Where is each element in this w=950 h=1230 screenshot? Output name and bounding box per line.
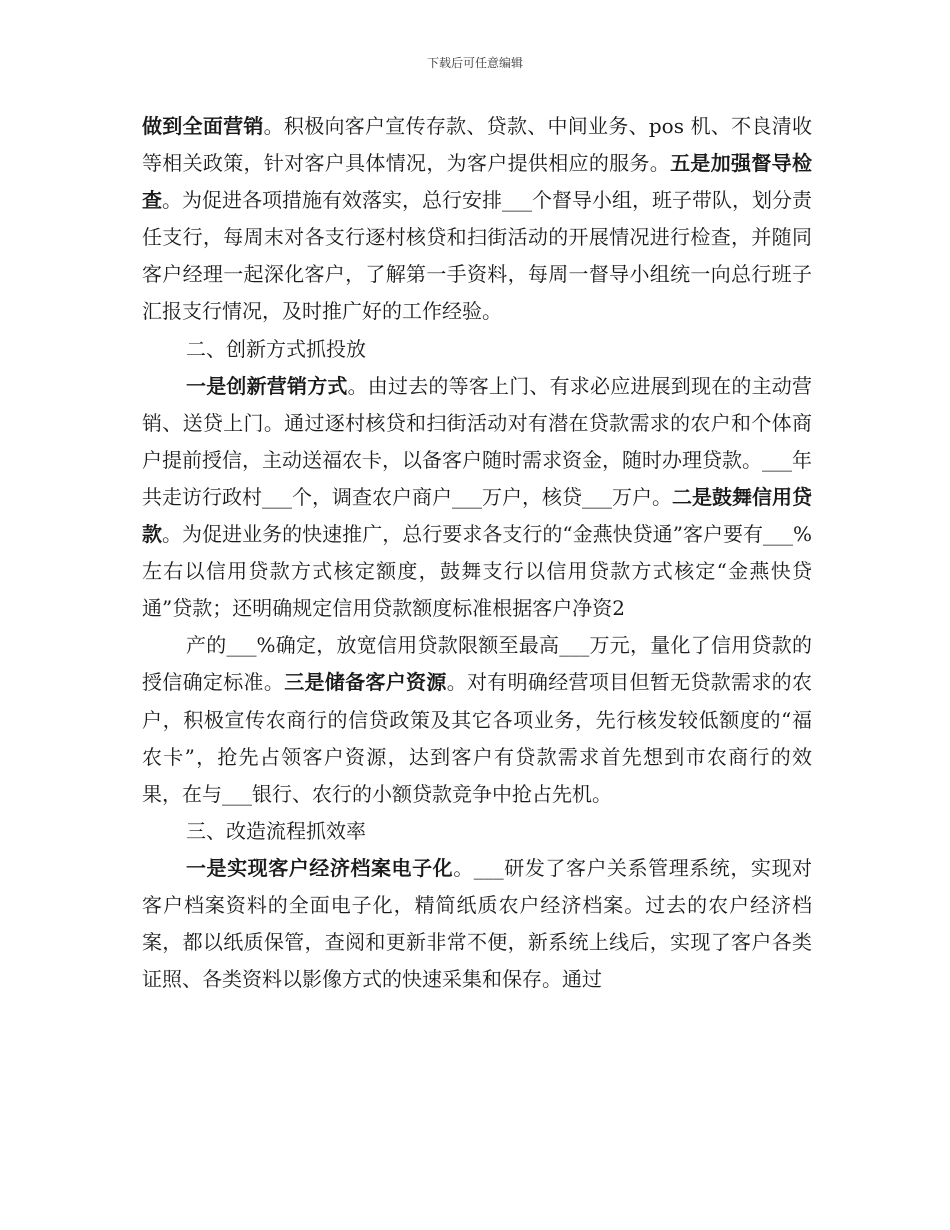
body-text: 。___研发了客户关系管理系统，实现对客户档案资料的全面电子化，精简纸质农户经济档案。过去的农户经济档案，都以纸质保管，查阅和更新非常不便，新系统上线后，实现了客户各类证照、各类资料以影像方式的快速采集和保存。通过 xyxy=(142,855,813,992)
section-heading-3: 三、改造流程抓效率 xyxy=(186,818,366,843)
body-text: 。为促进业务的快速推广，总行要求各支行的“金燕快贷通”客户要有___%左右以信用贷款方式核定额度，鼓舞支行以信用贷款方式核定“金燕快贷通”贷款；还明确规定信用贷款额度标准根据客户净资2 xyxy=(142,522,813,621)
paragraph-innovative-marketing xyxy=(142,368,812,628)
bold-phrase: 三是储备客户资源 xyxy=(284,670,447,695)
bold-phrase: 一是创新营销方式 xyxy=(186,373,348,398)
body-text: 。积极向客户宣传存款、贷款、中间业务、pos 机、不良清收等相关政策，针对客户具体情况，为客户提供相应的服务。 xyxy=(142,114,813,176)
body-text: 。由过去的等客上门、有求必应进展到现在的主动营销、送贷上门。通过逐村核贷和扫街活动对有潜在贷款需求的农户和个体商户提前授信，主动送福农卡，以备客户随时需求资金，随时办理贷款。___年共走访行政村___个，调查农户商户___万户，核贷___万户。 xyxy=(142,373,813,509)
body-text: 。为促进各项措施有效落实，总行安排___个督导小组，班子带队，划分责任支行，每周末对各支行逐村核贷和扫街活动的开展情况进行检查，并随同客户经理一起深化客户，了解第一手资料，每周一督导小组统一向总行班子汇报支行情况，及时推广好的工作经验。 xyxy=(142,188,812,324)
paragraph-customer-resources xyxy=(142,627,812,812)
section-heading-2: 二、创新方式抓投放 xyxy=(186,336,366,361)
bold-phrase: 做到全面营销 xyxy=(142,114,264,138)
bold-phrase: 一是实现客户经济档案电子化 xyxy=(186,855,454,880)
bold-phrase: 二是鼓舞信用贷款 xyxy=(142,484,812,547)
page-header-note: 下载后可任意编辑 xyxy=(426,56,523,70)
document-body xyxy=(142,108,812,998)
bold-phrase: 五是加强督导检查 xyxy=(142,151,812,213)
paragraph-electronic-archives xyxy=(142,850,812,998)
body-text: 。对有明确经营项目但暂无贷款需求的农户，积极宣传农商行的信贷政策及其它各项业务，先行核发较低额度的“福农卡”，抢先占领客户资源，达到客户有贷款需求首先想到市农商行的效果，在与___银行、农行的小额贷款竞争中抢占先机。 xyxy=(142,670,812,806)
paragraph-full-marketing xyxy=(142,108,812,331)
body-text: 产的___%确定，放宽信用贷款限额至最高___万元，量化了信用贷款的授信确定标准。 xyxy=(142,633,812,695)
